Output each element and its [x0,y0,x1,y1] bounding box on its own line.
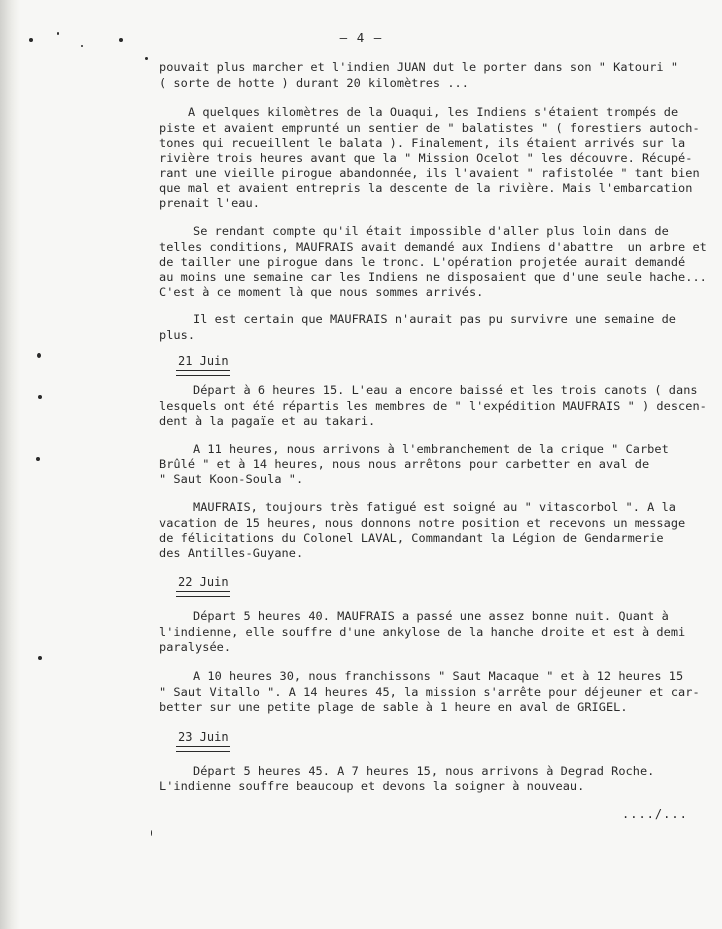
text-line: ( sorte de hotte ) durant 20 kilomètres ... [159,76,469,90]
scan-speck [145,57,148,60]
text-line: better sur une petite plage de sable à 1 heure en aval de GRIGEL. [159,700,628,714]
text-line: piste et avaient emprunté un sentier de " balatistes " ( forestiers autoch- [159,121,700,135]
text-line: des Antilles-Guyane. [159,546,304,560]
text-line: au moins une semaine car les Indiens ne disposaient que d'une seule hache... [159,270,707,284]
scan-speck [38,395,42,399]
text-line: pouvait plus marcher et l'indien JUAN dut le porter dans son " Katouri " [159,60,679,74]
date-underline [176,370,230,376]
text-line: MAUFRAIS, toujours très fatigué est soigné au " vitascorbol ". A la [193,500,676,514]
scan-speck [81,45,83,47]
scan-edge-shadow [0,0,20,929]
date-heading: 22 Juin [178,575,229,589]
date-heading: 21 Juin [178,354,229,368]
text-line: C'est à ce moment là que nous sommes arrivés. [159,285,484,299]
text-line: L'indienne souffre beaucoup et devons la soigner à nouveau. [159,779,585,793]
text-line: Brûlé " et à 14 heures, nous nous arrêtons pour carbetter en aval de [159,457,650,471]
text-line: " Saut Koon-Soula ". [159,472,304,486]
text-line: paralysée. [159,640,232,654]
text-line: Départ à 6 heures 15. L'eau a encore baissé et les trois canots ( dans [193,383,698,397]
text-line: " Saut Vitallo ". A 14 heures 45, la mission s'arrête pour déjeuner et car- [159,685,700,699]
scan-speck [151,830,152,836]
text-line: vacation de 15 heures, nous donnons notre position et recevons un message [159,516,686,530]
date-underline [176,746,230,752]
text-line: Départ 5 heures 40. MAUFRAIS a passé une assez bonne nuit. Quant à [193,609,669,623]
text-line: A 11 heures, nous arrivons à l'embranchement de la crique " Carbet [193,442,669,456]
text-line: plus. [159,328,196,342]
date-heading: 23 Juin [178,730,229,744]
scan-speck [36,457,40,461]
text-line: que mal et avaient entrepris la descente de la rivière. Mais l'embarcation [159,181,693,195]
text-line: rant une vieille pirogue abandonnée, ils l'avaient " rafistolée " tant bien [159,166,700,180]
text-line: prenait l'eau. [159,196,260,210]
text-line: Départ 5 heures 45. A 7 heures 15, nous arrivons à Degrad Roche. [193,764,655,778]
scan-speck [38,656,42,660]
text-line: A quelques kilomètres de la Ouaqui, les Indiens s'étaient trompés de [188,105,679,119]
text-line: tones qui recueillent le balata ). Finalement, ils étaient arrivés sur la [159,136,686,150]
date-underline [176,591,230,597]
text-line: de tailler une pirogue dans le tronc. L'opération projetée aurait demandé [159,255,686,269]
text-line: l'indienne, elle souffre d'une ankylose de la hanche droite et est à demi [159,625,686,639]
page-number: – 4 – [339,30,383,45]
text-line: rivière trois heures avant que la " Mission Ocelot " les découvre. Récupé- [159,151,693,165]
text-line: A 10 heures 30, nous franchissons " Saut Macaque " et à 12 heures 15 [193,669,684,683]
text-line: lesquels ont été répartis les membres de " l'expédition MAUFRAIS " ) descen- [159,399,707,413]
text-line: dent à la pagaïe et au takari. [159,414,376,428]
text-line: telles conditions, MAUFRAIS avait demandé aux Indiens d'abattre un arbre et [159,240,707,254]
scan-speck [37,353,41,358]
continuation-mark: ..../... [622,807,688,821]
text-line: Il est certain que MAUFRAIS n'aurait pas pu survivre une semaine de [193,312,676,326]
text-line: Se rendant compte qu'il était impossible d'aller plus loin dans de [193,224,669,238]
text-line: de félicitations du Colonel LAVAL, Commandant la Légion de Gendarmerie [159,531,664,545]
